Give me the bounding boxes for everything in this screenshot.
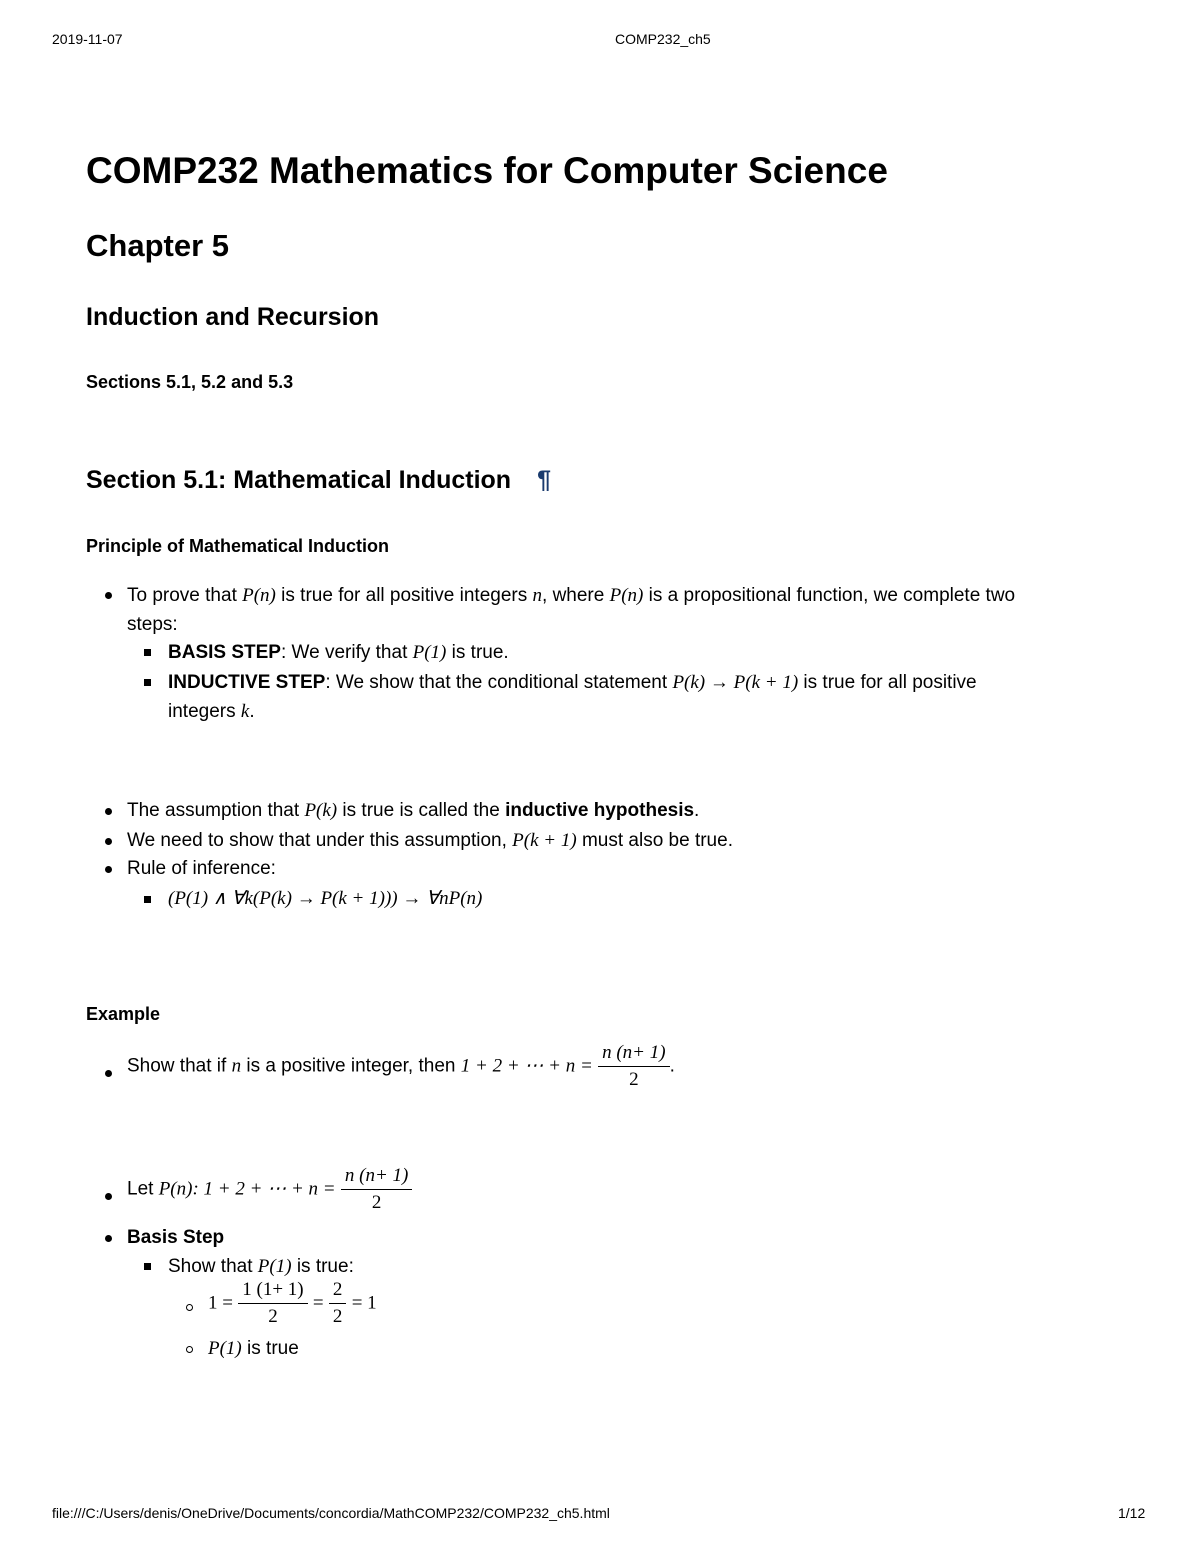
let-fraction: $\frac{n (n+ 1)}{2}$ (341, 1165, 412, 1214)
bullet-icon (105, 592, 112, 599)
section-heading (86, 466, 551, 495)
basis-show-item: Show that P(1) is true: (168, 1256, 354, 1277)
bullet-icon (105, 808, 112, 815)
bullet-icon (105, 838, 112, 845)
square-bullet-icon (144, 1263, 151, 1270)
need-to-show-item: We need to show that under this assumption, P(k + 1) must also be true. (127, 830, 733, 851)
bullet-icon (105, 1235, 112, 1242)
header-date: 2019-11-07 (52, 31, 123, 47)
example-heading: Example (86, 1004, 161, 1024)
page-title: COMP232 Mathematics for Computer Science (86, 150, 888, 191)
bullet-icon (105, 1193, 112, 1200)
pilcrow-anchor-link[interactable]: ¶ (537, 466, 551, 494)
inductive-step-item: INDUCTIVE STEP: We show that the conditional statement P(k) → P(k + 1) is true for all positive (168, 672, 977, 693)
sum-formula-fraction: $\frac{n (n+ 1)}{2}$ (598, 1042, 669, 1091)
header-doc-title: COMP232_ch5 (615, 31, 711, 47)
basis-step-heading: Basis Step (127, 1227, 225, 1248)
circle-bullet-icon (186, 1346, 193, 1353)
basis-conclusion: P(1) is true (208, 1338, 299, 1359)
principle-line-1: To prove that P(n) is true for all positive integers n, where P(n) is a propositional function, we complete two (127, 585, 1016, 606)
square-bullet-icon (144, 679, 151, 686)
assumption-item: The assumption that P(k) is true is called the inductive hypothesis. (127, 800, 700, 821)
basis-fraction-1: $\frac{1 (1+ 1)}{2}$ (238, 1279, 307, 1328)
bullet-icon (105, 866, 112, 873)
square-bullet-icon (144, 896, 151, 903)
basis-fraction-2: $\frac{2}{2}$ (329, 1279, 347, 1328)
example-statement: Show that if n is a positive integer, then 1 + 2 + ⋯ + n = $\frac{n (n+ 1)}{2}$ . (127, 1042, 675, 1090)
footer-file-path: file:///C:/Users/denis/OneDrive/Documents/concordia/MathCOMP232/COMP232_ch5.html (52, 1505, 610, 1521)
square-bullet-icon (144, 649, 151, 656)
bullet-icon (105, 1070, 112, 1077)
basis-calculation: 1 = $\frac{1 (1+ 1)}{2}$ = $\frac{2}{2}$ = 1 (208, 1279, 377, 1327)
principle-line-2: steps: (127, 614, 178, 635)
sections-line: Sections 5.1, 5.2 and 5.3 (86, 372, 294, 392)
chapter-subtitle: Induction and Recursion (86, 303, 380, 331)
circle-bullet-icon (186, 1304, 193, 1311)
principle-heading: Principle of Mathematical Induction (86, 536, 390, 556)
basis-step-item: BASIS STEP: We verify that P(1) is true. (168, 642, 509, 663)
chapter-heading: Chapter 5 (86, 228, 229, 263)
inductive-step-item-cont: integers k. (168, 701, 255, 722)
let-statement: Let P(n): 1 + 2 + ⋯ + n = $\frac{n (n+ 1)}{2}$ (127, 1165, 412, 1214)
rule-formula: (P(1) ∧ ∀k(P(k) → P(k + 1))) → ∀nP(n) (168, 888, 483, 909)
section-heading-text: Section 5.1: Mathematical Induction (86, 466, 512, 494)
rule-of-inference-item: Rule of inference: (127, 858, 276, 879)
footer-page-number: 1/12 (1118, 1505, 1146, 1521)
